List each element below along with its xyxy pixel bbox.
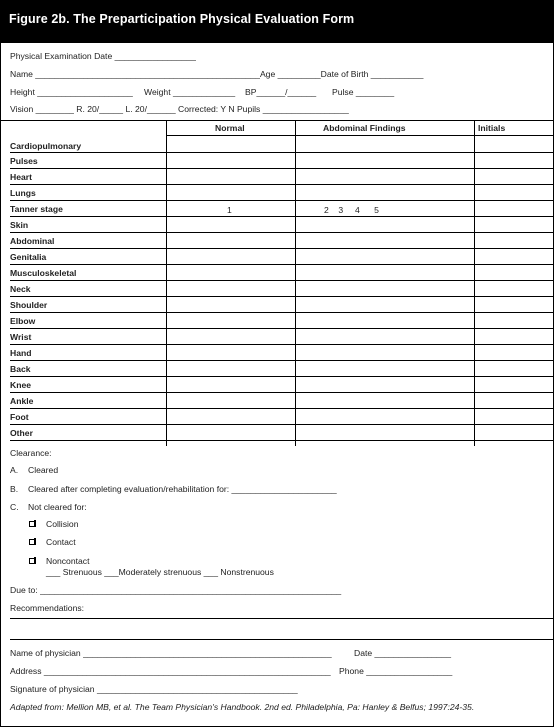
weight-field[interactable]: Weight _____________ (144, 87, 236, 97)
citation: Adapted from: Mellion MB, et al. The Team Physician's Handbook. 2nd ed. Philadelphia, Pa: Hanley & Belfus; 1997:24-35. (10, 702, 475, 712)
row-label-back: Back (10, 364, 31, 374)
row-label-abdominal: Abdominal (10, 236, 55, 246)
recommendations-rule-1[interactable] (10, 618, 553, 619)
table-row (10, 264, 553, 265)
table-top-rule (1, 120, 553, 121)
row-label-pulses: Pulses (10, 156, 38, 166)
table-row (10, 312, 553, 313)
collision-label: Collision (46, 519, 79, 529)
row-label-heart: Heart (10, 172, 32, 182)
table-row (10, 184, 553, 185)
row-label-wrist: Wrist (10, 332, 32, 342)
date-line[interactable]: Date ________________ (354, 648, 452, 658)
recommendations-label: Recommendations: (10, 603, 85, 613)
table-row (10, 296, 553, 297)
option-a-cleared[interactable]: Cleared (28, 465, 59, 475)
row-label-foot: Foot (10, 412, 29, 422)
row-label-other: Other (10, 428, 33, 438)
row-label-elbow: Elbow (10, 316, 36, 326)
tanner-normal-value: 1 (227, 205, 232, 215)
header-initials: Initials (478, 123, 506, 133)
noncontact-checkbox-icon[interactable] (29, 558, 35, 564)
name-age-dob-line[interactable]: Name _______________________________________________Age _________Date of Birth ___________ (10, 69, 424, 79)
header-abdominal-findings: Abdominal Findings (323, 123, 406, 133)
row-label-skin: Skin (10, 220, 29, 230)
option-c-letter: C. (10, 502, 19, 512)
row-label-genitalia: Genitalia (10, 252, 47, 262)
table-row (10, 216, 553, 217)
table-row (10, 376, 553, 377)
option-c-not-cleared[interactable]: Not cleared for: (28, 502, 87, 512)
noncontact-label: Noncontact (46, 556, 90, 566)
row-label-knee: Knee (10, 380, 32, 390)
row-label-neck: Neck (10, 284, 31, 294)
recommendations-rule-2[interactable] (10, 639, 553, 640)
table-row (10, 152, 553, 153)
table-row (10, 232, 553, 233)
table-row (10, 408, 553, 409)
physician-name-line[interactable]: Name of physician ____________________________________________________ (10, 648, 332, 658)
table-row (10, 280, 553, 281)
table-row (10, 168, 553, 169)
noncontact-intensity-line[interactable]: ___ Strenuous ___Moderately strenuous ___ Nonstrenuous (46, 567, 274, 577)
collision-checkbox-icon[interactable] (29, 521, 35, 527)
pulse-field[interactable]: Pulse ________ (332, 87, 395, 97)
row-label-lungs: Lungs (10, 188, 36, 198)
bp-field[interactable]: BP______/______ (245, 87, 317, 97)
option-b-letter: B. (10, 484, 19, 494)
clearance-label: Clearance: (10, 448, 52, 458)
row-label-tanner-stage: Tanner stage (10, 204, 63, 214)
due-to-line[interactable]: Due to: _______________________________________________________________ (10, 585, 342, 595)
header-bottom-rule (166, 135, 553, 136)
table-row (10, 344, 553, 345)
table-row (10, 248, 553, 249)
address-line[interactable]: Address ____________________________________________________________ (10, 666, 331, 676)
row-label-ankle: Ankle (10, 396, 34, 406)
row-label-musculoskeletal: Musculoskeletal (10, 268, 77, 278)
row-label-hand: Hand (10, 348, 32, 358)
tanner-findings-values: 2 3 4 5 (324, 205, 379, 215)
signature-line[interactable]: Signature of physician __________________________________________ (10, 684, 298, 694)
row-label-cardiopulmonary: Cardiopulmonary (10, 141, 82, 151)
table-row (10, 392, 553, 393)
table-row (10, 424, 553, 425)
table-row (10, 440, 553, 441)
row-label-shoulder: Shoulder (10, 300, 48, 310)
height-field[interactable]: Height ____________________ (10, 87, 133, 97)
table-row (10, 360, 553, 361)
table-row (10, 200, 553, 201)
title-bar (1, 1, 553, 43)
header-normal: Normal (215, 123, 245, 133)
option-a-letter: A. (10, 465, 19, 475)
vision-line[interactable]: Vision ________ R. 20/_____ L. 20/______ Corrected: Y N Pupils __________________ (10, 104, 349, 114)
exam-date-line[interactable]: Physical Examination Date _________________ (10, 51, 196, 61)
form-title: Figure 2b. The Preparticipation Physical Evaluation Form (9, 12, 355, 26)
contact-checkbox-icon[interactable] (29, 539, 35, 545)
option-b-cleared-after[interactable]: Cleared after completing evaluation/rehabilitation for: ______________________ (28, 484, 337, 494)
phone-line[interactable]: Phone __________________ (339, 666, 453, 676)
contact-label: Contact (46, 537, 76, 547)
table-row (10, 328, 553, 329)
